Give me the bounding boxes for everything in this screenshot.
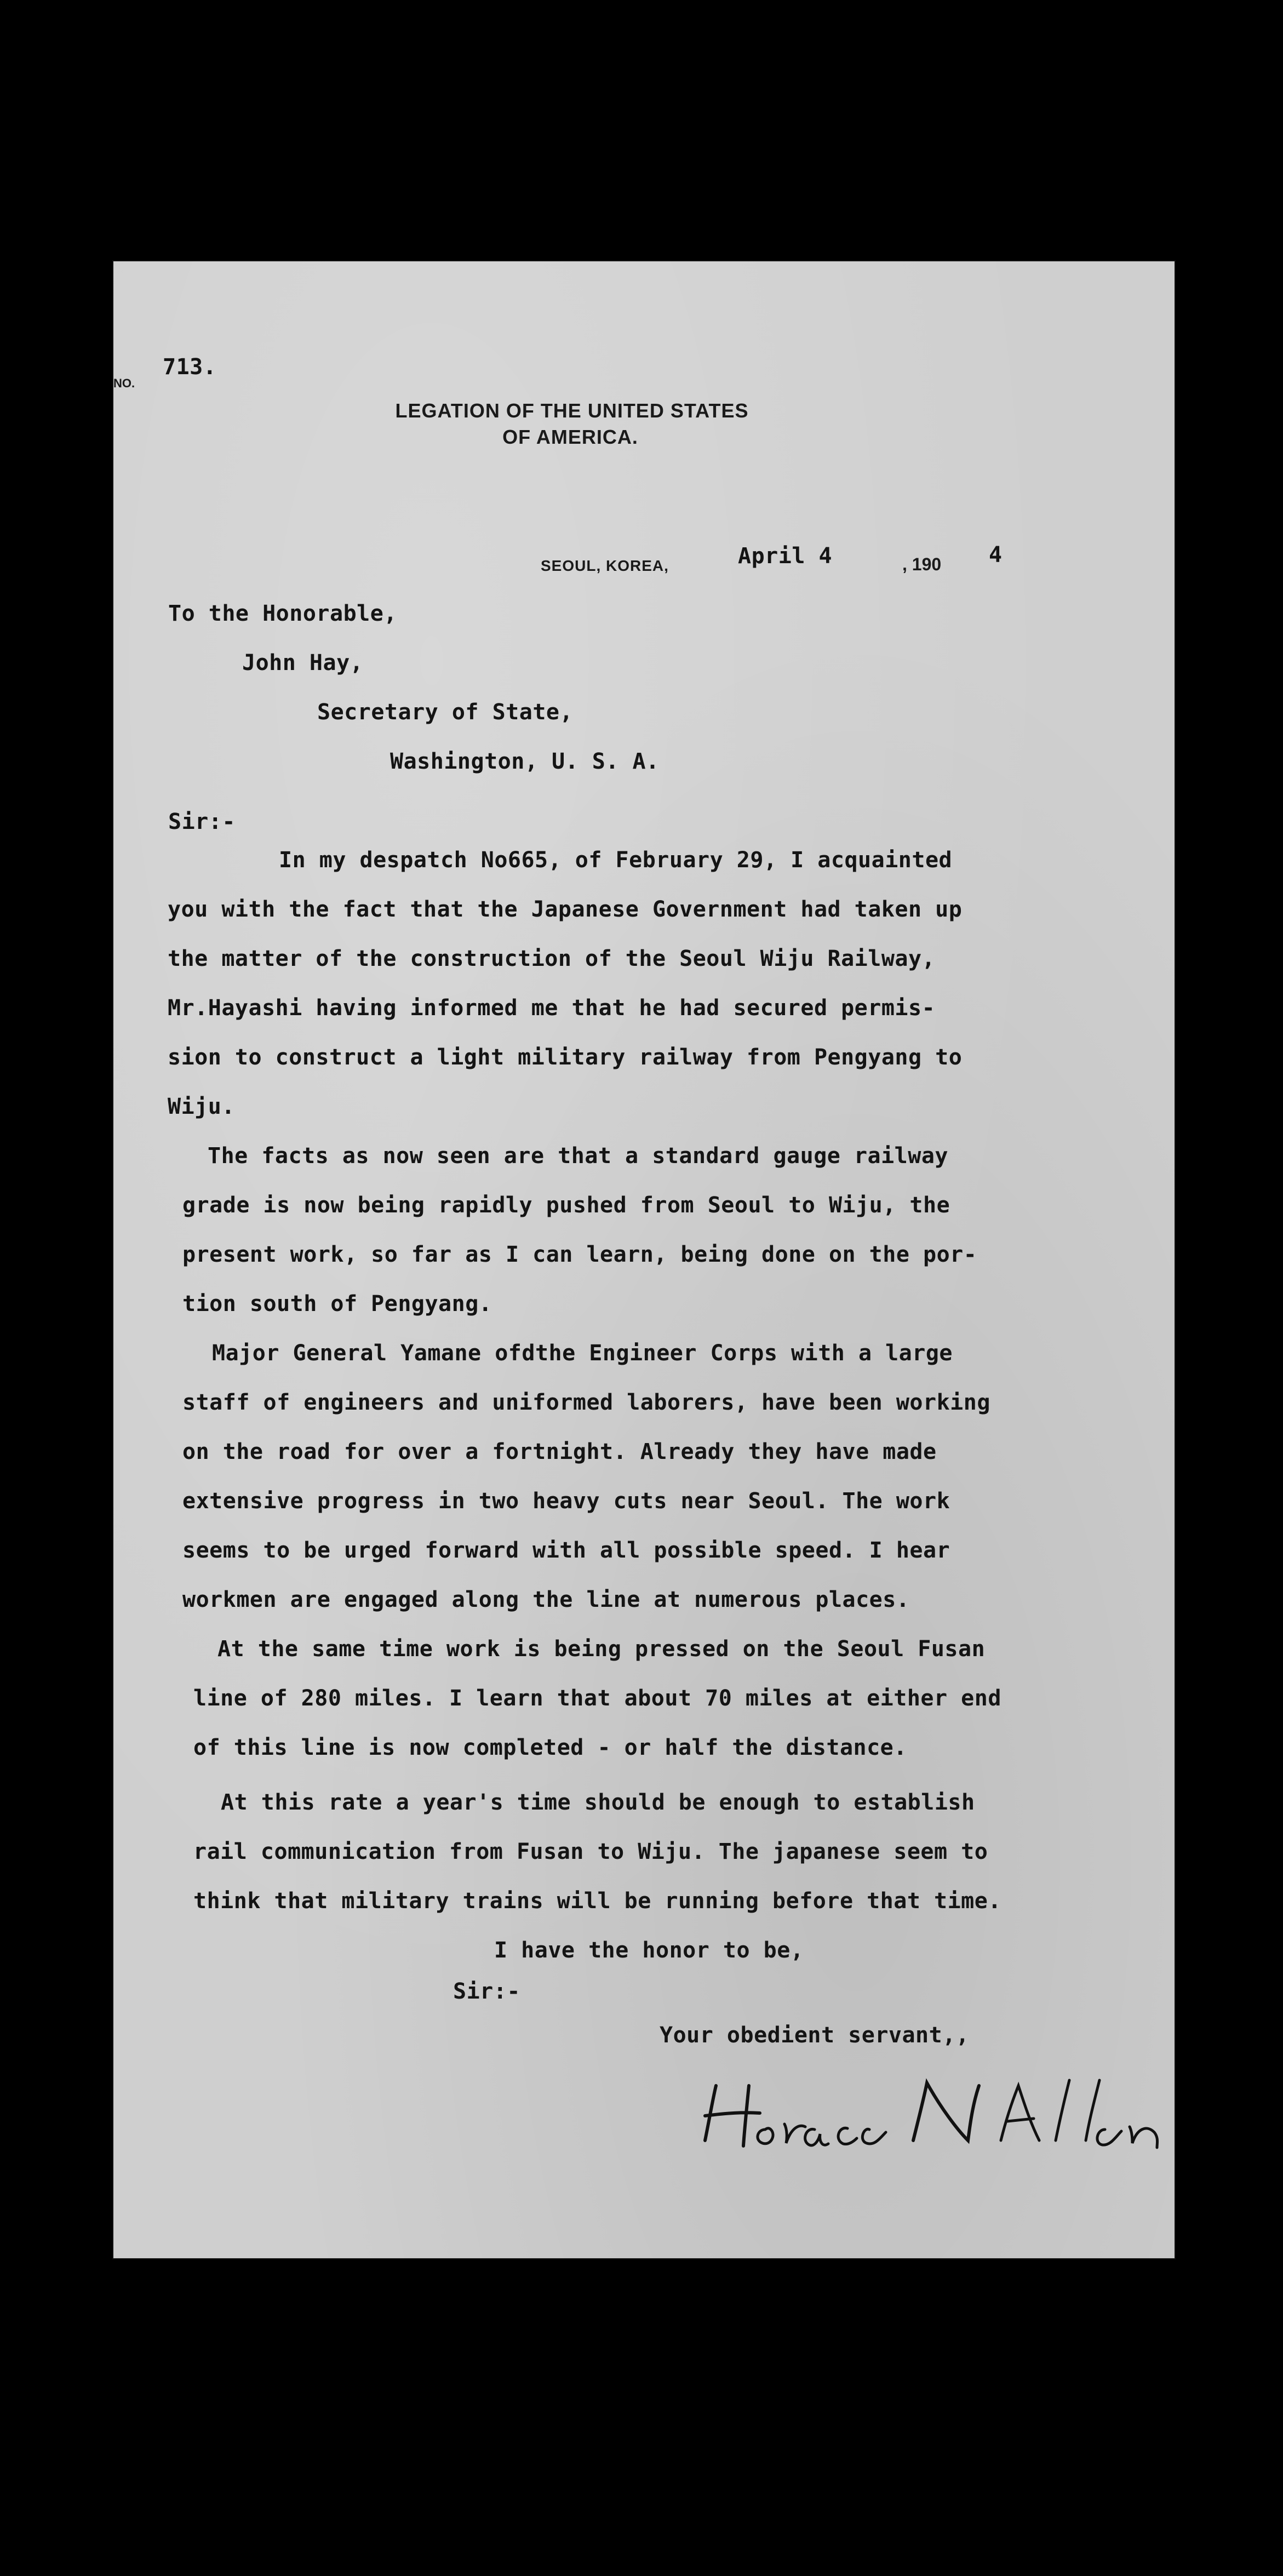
body-line: the matter of the construction of the Seoul Wiju Railway, <box>168 946 936 971</box>
body-line: In my despatch No665, of February 29, I acquainted <box>279 848 953 873</box>
body-line: Major General Yamane ofdthe Engineer Corps with a large <box>212 1341 953 1366</box>
body-line: Mr.Hayashi having informed me that he had secured permis- <box>168 995 936 1021</box>
signature-image <box>683 2064 1176 2162</box>
body-line: grade is now being rapidly pushed from Seoul to Wiju, the <box>182 1193 950 1218</box>
body-line: staff of engineers and uniformed laborers, have been working <box>182 1390 990 1415</box>
body-line: At this rate a year's time should be enough to establish <box>221 1790 975 1815</box>
closing-line-3: Your obedient servant,, <box>660 2023 970 2048</box>
year-prefix: , 190 <box>902 554 942 574</box>
closing-line-2: Sir:- <box>453 1979 520 2004</box>
addressee-line-2: John Hay, <box>242 650 364 676</box>
body-line: The facts as now seen are that a standard gauge railway <box>208 1143 949 1169</box>
date-line: April 4 <box>738 543 833 569</box>
body-line: you with the fact that the Japanese Government had taken up <box>168 897 963 922</box>
body-line: sion to construct a light military railway from Pengyang to <box>168 1045 963 1070</box>
body-line: seems to be urged forward with all possible speed. I hear <box>182 1538 950 1563</box>
body-line: extensive progress in two heavy cuts near Seoul. The work <box>182 1489 950 1514</box>
dispatch-number: 713. <box>163 354 217 380</box>
closing-line-1: I have the honor to be, <box>494 1938 804 1963</box>
body-line: workmen are engaged along the line at numerous places. <box>182 1587 910 1612</box>
letter-page <box>113 261 1175 2258</box>
body-line: At the same time work is being pressed on the Seoul Fusan <box>217 1636 986 1662</box>
body-line: of this line is now completed - or half the distance. <box>193 1735 907 1760</box>
addressee-line-1: To the Honorable, <box>168 601 397 626</box>
letterhead-line-2: OF AMERICA. <box>502 426 638 448</box>
body-line: rail communication from Fusan to Wiju. The japanese seem to <box>193 1839 988 1864</box>
body-line: on the road for over a fortnight. Already they have made <box>182 1439 937 1464</box>
addressee-line-4: Washington, U. S. A. <box>390 749 660 774</box>
body-line: Wiju. <box>168 1094 235 1119</box>
body-line: think that military trains will be running before that time. <box>193 1888 1001 1914</box>
year-suffix: 4 <box>989 542 1003 568</box>
salutation: Sir:- <box>168 809 236 834</box>
body-line: line of 280 miles. I learn that about 70 miles at either end <box>193 1686 1001 1711</box>
body-line: present work, so far as I can learn, being done on the por- <box>182 1242 977 1267</box>
body-line: tion south of Pengyang. <box>182 1291 492 1316</box>
addressee-line-3: Secretary of State, <box>317 700 574 725</box>
letterhead-line-1: LEGATION OF THE UNITED STATES <box>395 399 749 422</box>
place-line: SEOUL, KOREA, <box>541 557 669 574</box>
number-label: NO. <box>113 376 135 390</box>
